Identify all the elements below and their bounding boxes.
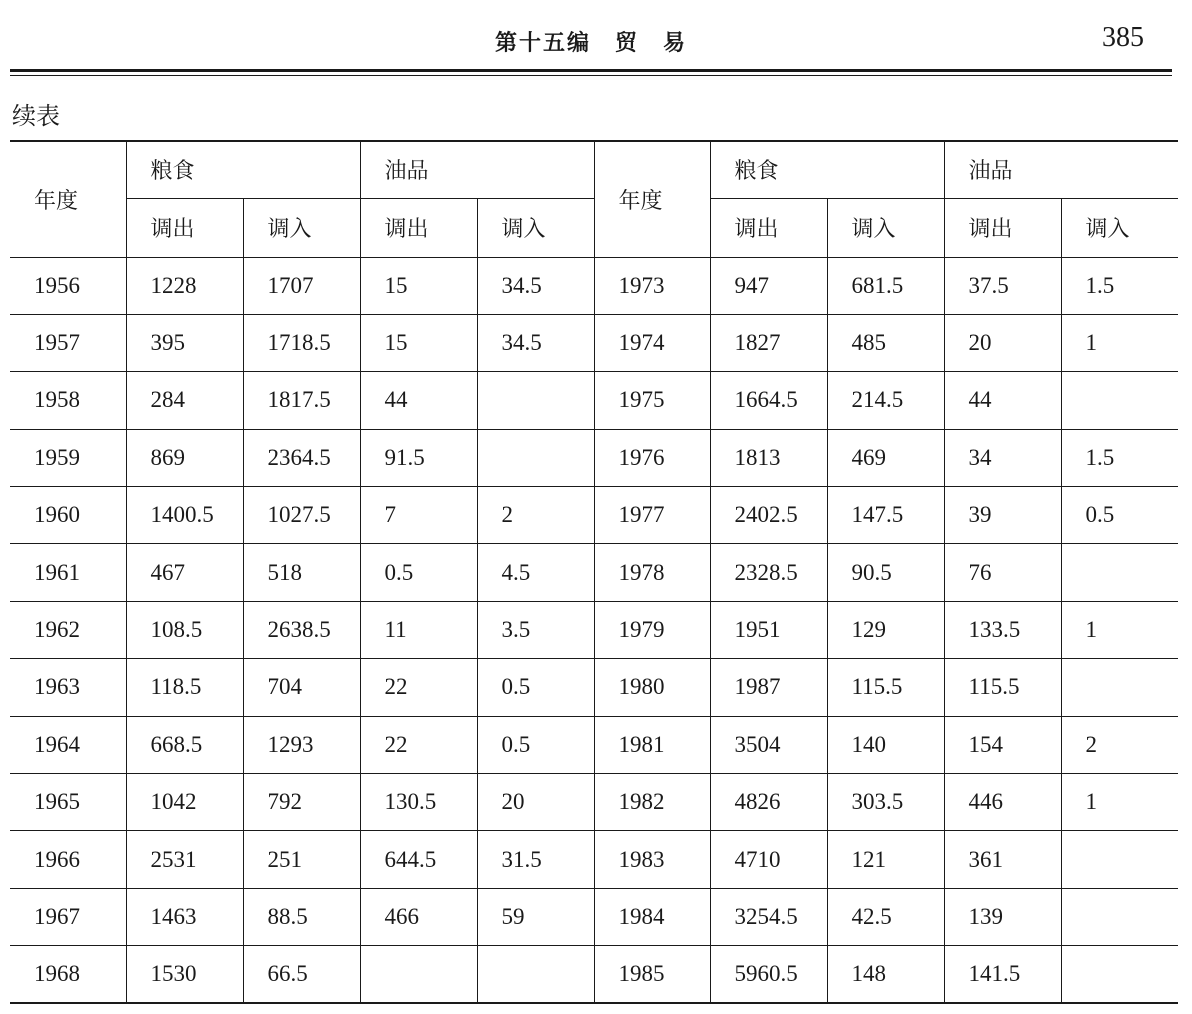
grain-in-cell-left: 88.5 <box>243 888 360 945</box>
grain-in-cell-left: 704 <box>243 659 360 716</box>
grain-in-cell-left: 1817.5 <box>243 372 360 429</box>
year-cell-left: 1963 <box>10 659 126 716</box>
oil-in-cell-right <box>1061 946 1178 1003</box>
oil-in-cell-right: 0.5 <box>1061 487 1178 544</box>
grain-out-cell-right: 947 <box>710 257 827 314</box>
header-rule-thin <box>10 75 1172 76</box>
table-row <box>10 487 1178 544</box>
oil-out-cell-right: 446 <box>944 774 1061 831</box>
oil-out-cell-left: 644.5 <box>360 831 477 888</box>
oil-in-cell-left: 34.5 <box>477 257 594 314</box>
table-row <box>10 372 1178 429</box>
oil-in-cell-left: 31.5 <box>477 831 594 888</box>
year-cell-left: 1964 <box>10 716 126 773</box>
grain-out-cell-right: 1664.5 <box>710 372 827 429</box>
grain-in-cell-right: 148 <box>827 946 944 1003</box>
grain-in-cell-right: 115.5 <box>827 659 944 716</box>
oil-in-cell-left <box>477 946 594 1003</box>
year-cell-left: 1958 <box>10 372 126 429</box>
oil-out-cell-right: 44 <box>944 372 1061 429</box>
grain-out-cell-left: 395 <box>126 314 243 371</box>
oil-in-cell-right <box>1061 888 1178 945</box>
grain-in-cell-left: 66.5 <box>243 946 360 1003</box>
oil-in-cell-right: 1 <box>1061 601 1178 658</box>
grain-out-cell-right: 3254.5 <box>710 888 827 945</box>
table-row <box>10 831 1178 888</box>
grain-in-cell-right: 485 <box>827 314 944 371</box>
table-row <box>10 716 1178 773</box>
table-row <box>10 946 1178 1003</box>
grain-out-cell-right: 1951 <box>710 601 827 658</box>
grain-in-cell-right: 121 <box>827 831 944 888</box>
table-row <box>10 257 1178 314</box>
trade-table <box>10 140 1178 1004</box>
oil-in-cell-left <box>477 429 594 486</box>
oil-out-cell-right: 139 <box>944 888 1061 945</box>
year-cell-right: 1973 <box>594 257 710 314</box>
page-number: 385 <box>1102 22 1144 53</box>
oil-in-cell-right <box>1061 544 1178 601</box>
oil-out-header: 调出 <box>944 198 1061 257</box>
year-cell-left: 1966 <box>10 831 126 888</box>
grain-out-cell-right: 4826 <box>710 774 827 831</box>
table-row <box>10 601 1178 658</box>
oil-out-cell-left: 130.5 <box>360 774 477 831</box>
grain-in-cell-right: 90.5 <box>827 544 944 601</box>
year-cell-right: 1975 <box>594 372 710 429</box>
oil-in-cell-left: 0.5 <box>477 659 594 716</box>
oil-in-cell-left <box>477 372 594 429</box>
oil-in-header: 调入 <box>477 198 594 257</box>
grain-in-cell-right: 681.5 <box>827 257 944 314</box>
year-cell-left: 1967 <box>10 888 126 945</box>
oil-out-cell-right: 39 <box>944 487 1061 544</box>
year-cell-left: 1960 <box>10 487 126 544</box>
grain-in-cell-left: 792 <box>243 774 360 831</box>
oil-in-cell-left: 59 <box>477 888 594 945</box>
grain-out-cell-right: 5960.5 <box>710 946 827 1003</box>
grain-out-cell-left: 1463 <box>126 888 243 945</box>
grain-out-cell-right: 1987 <box>710 659 827 716</box>
oil-out-cell-left: 22 <box>360 716 477 773</box>
table-row <box>10 774 1178 831</box>
grain-out-cell-left: 284 <box>126 372 243 429</box>
oil-in-cell-right: 1 <box>1061 314 1178 371</box>
grain-in-cell-left: 1707 <box>243 257 360 314</box>
year-cell-right: 1977 <box>594 487 710 544</box>
oil-in-cell-left: 20 <box>477 774 594 831</box>
year-cell-right: 1984 <box>594 888 710 945</box>
oil-out-cell-right: 133.5 <box>944 601 1061 658</box>
oil-out-cell-left <box>360 946 477 1003</box>
year-header-right: 年度 <box>594 141 710 257</box>
year-cell-left: 1956 <box>10 257 126 314</box>
grain-in-cell-left: 518 <box>243 544 360 601</box>
grain-in-header: 调入 <box>243 198 360 257</box>
oil-out-cell-right: 361 <box>944 831 1061 888</box>
oil-in-cell-left: 0.5 <box>477 716 594 773</box>
year-cell-right: 1974 <box>594 314 710 371</box>
oil-in-cell-right <box>1061 831 1178 888</box>
grain-out-cell-left: 1530 <box>126 946 243 1003</box>
oil-out-cell-right: 76 <box>944 544 1061 601</box>
oil-in-cell-right <box>1061 659 1178 716</box>
year-cell-right: 1980 <box>594 659 710 716</box>
table-body <box>10 257 1178 1003</box>
grain-in-cell-right: 42.5 <box>827 888 944 945</box>
oil-out-cell-left: 7 <box>360 487 477 544</box>
grain-in-cell-left: 2638.5 <box>243 601 360 658</box>
grain-out-header: 调出 <box>710 198 827 257</box>
grain-out-cell-right: 1813 <box>710 429 827 486</box>
oil-out-cell-left: 15 <box>360 257 477 314</box>
header-rule-thick <box>10 69 1172 72</box>
year-header-left: 年度 <box>10 141 126 257</box>
oil-out-cell-left: 44 <box>360 372 477 429</box>
header-row-groups <box>10 141 1178 198</box>
grain-out-cell-left: 467 <box>126 544 243 601</box>
oil-out-cell-left: 11 <box>360 601 477 658</box>
oil-out-cell-right: 20 <box>944 314 1061 371</box>
chapter-title: 第十五编 贸 易 <box>494 30 687 56</box>
oil-in-cell-right: 2 <box>1061 716 1178 773</box>
oil-header-right: 油品 <box>944 141 1178 198</box>
oil-out-cell-right: 115.5 <box>944 659 1061 716</box>
oil-out-cell-left: 91.5 <box>360 429 477 486</box>
oil-out-header: 调出 <box>360 198 477 257</box>
grain-out-cell-right: 4710 <box>710 831 827 888</box>
grain-out-cell-left: 2531 <box>126 831 243 888</box>
year-cell-right: 1979 <box>594 601 710 658</box>
oil-out-cell-right: 141.5 <box>944 946 1061 1003</box>
grain-in-cell-left: 1027.5 <box>243 487 360 544</box>
oil-in-cell-left: 3.5 <box>477 601 594 658</box>
grain-out-cell-left: 1042 <box>126 774 243 831</box>
oil-in-header: 调入 <box>1061 198 1178 257</box>
year-cell-right: 1985 <box>594 946 710 1003</box>
table-row <box>10 314 1178 371</box>
grain-out-cell-right: 2328.5 <box>710 544 827 601</box>
grain-out-cell-left: 1228 <box>126 257 243 314</box>
table-row <box>10 888 1178 945</box>
page-header <box>10 0 1172 74</box>
year-cell-left: 1961 <box>10 544 126 601</box>
oil-out-cell-right: 37.5 <box>944 257 1061 314</box>
grain-in-cell-left: 2364.5 <box>243 429 360 486</box>
grain-in-cell-right: 129 <box>827 601 944 658</box>
grain-header-right: 粮食 <box>710 141 944 198</box>
grain-out-cell-right: 1827 <box>710 314 827 371</box>
oil-out-cell-right: 34 <box>944 429 1061 486</box>
oil-header-left: 油品 <box>360 141 594 198</box>
year-cell-right: 1983 <box>594 831 710 888</box>
oil-out-cell-left: 22 <box>360 659 477 716</box>
year-cell-left: 1962 <box>10 601 126 658</box>
grain-in-cell-left: 251 <box>243 831 360 888</box>
year-cell-right: 1976 <box>594 429 710 486</box>
grain-out-cell-left: 1400.5 <box>126 487 243 544</box>
grain-in-cell-right: 214.5 <box>827 372 944 429</box>
grain-out-header: 调出 <box>126 198 243 257</box>
year-cell-right: 1982 <box>594 774 710 831</box>
year-cell-left: 1959 <box>10 429 126 486</box>
grain-header-left: 粮食 <box>126 141 360 198</box>
grain-out-cell-left: 108.5 <box>126 601 243 658</box>
oil-in-cell-left: 34.5 <box>477 314 594 371</box>
year-cell-left: 1957 <box>10 314 126 371</box>
oil-in-cell-right: 1 <box>1061 774 1178 831</box>
grain-in-cell-right: 469 <box>827 429 944 486</box>
oil-out-cell-right: 154 <box>944 716 1061 773</box>
grain-out-cell-left: 668.5 <box>126 716 243 773</box>
oil-in-cell-right <box>1061 372 1178 429</box>
grain-in-header: 调入 <box>827 198 944 257</box>
year-cell-right: 1978 <box>594 544 710 601</box>
continued-label: 续表 <box>12 102 60 130</box>
oil-in-cell-left: 4.5 <box>477 544 594 601</box>
table-row <box>10 429 1178 486</box>
oil-out-cell-left: 15 <box>360 314 477 371</box>
grain-out-cell-left: 118.5 <box>126 659 243 716</box>
grain-in-cell-right: 303.5 <box>827 774 944 831</box>
oil-in-cell-right: 1.5 <box>1061 257 1178 314</box>
oil-out-cell-left: 466 <box>360 888 477 945</box>
oil-in-cell-right: 1.5 <box>1061 429 1178 486</box>
table-row <box>10 659 1178 716</box>
grain-out-cell-left: 869 <box>126 429 243 486</box>
grain-out-cell-right: 2402.5 <box>710 487 827 544</box>
year-cell-left: 1965 <box>10 774 126 831</box>
table-row <box>10 544 1178 601</box>
year-cell-right: 1981 <box>594 716 710 773</box>
grain-in-cell-right: 147.5 <box>827 487 944 544</box>
oil-in-cell-left: 2 <box>477 487 594 544</box>
year-cell-left: 1968 <box>10 946 126 1003</box>
grain-in-cell-right: 140 <box>827 716 944 773</box>
grain-in-cell-left: 1293 <box>243 716 360 773</box>
grain-in-cell-left: 1718.5 <box>243 314 360 371</box>
oil-out-cell-left: 0.5 <box>360 544 477 601</box>
grain-out-cell-right: 3504 <box>710 716 827 773</box>
